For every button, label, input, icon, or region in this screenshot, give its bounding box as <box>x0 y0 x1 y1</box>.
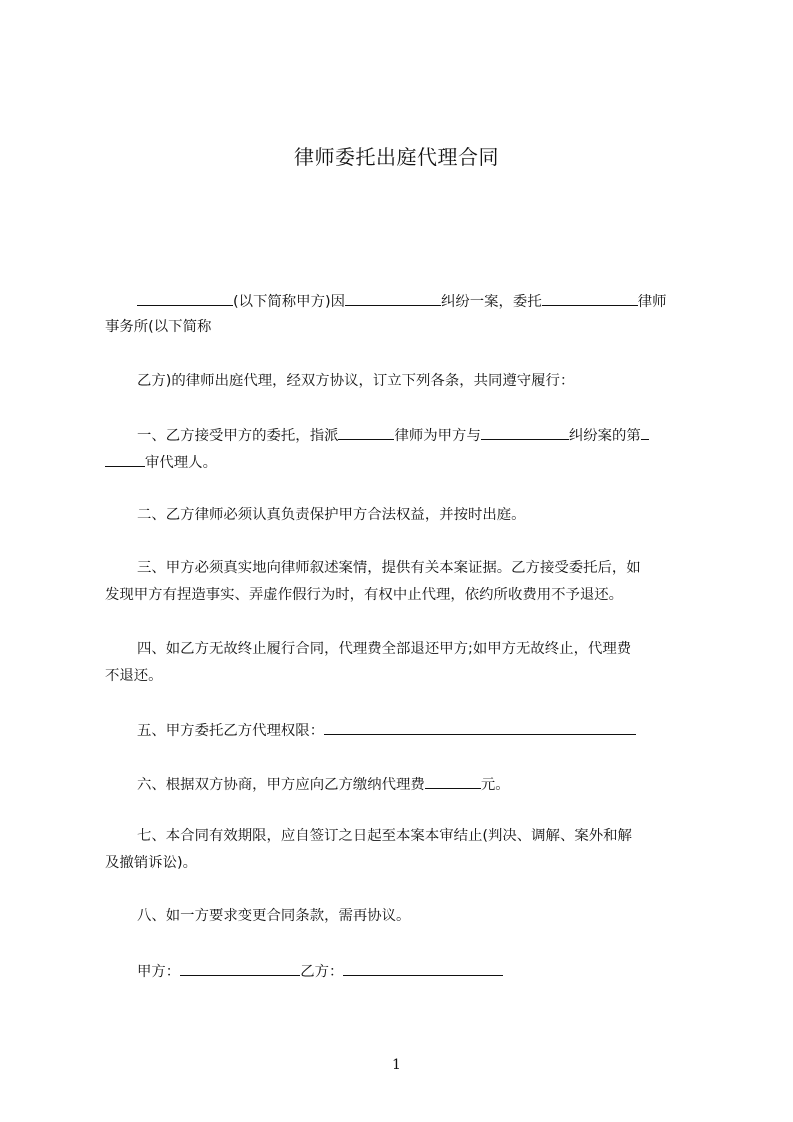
page-number: 1 <box>392 1057 401 1073</box>
clause-6 <box>137 774 737 794</box>
intro-line-3: 乙方)的律师出庭代理，经双方协议，订立下列各条，共同遵守履行： <box>137 373 575 389</box>
clause-5 <box>137 720 737 740</box>
instance-blank-part-2[interactable] <box>105 452 145 467</box>
clause-4-line-1: 四、如乙方无故终止履行合同，代理费全部退还甲方;如甲方无故终止，代理费 <box>137 641 632 657</box>
clause-1-text-1: 一、乙方接受甲方的委托，指派 <box>137 428 339 444</box>
document-title: 律师委托出庭代理合同 <box>294 145 499 169</box>
intro-line-1 <box>105 291 705 311</box>
clause-8: 八、如一方要求变更合同条款，需再协议。 <box>137 908 411 924</box>
law-firm-name-blank[interactable] <box>542 291 638 306</box>
signature-line <box>137 961 737 981</box>
authority-scope-blank[interactable] <box>324 720 636 735</box>
clause-1-text-3: 纠纷案的第 <box>568 428 641 444</box>
clause-3-line-2: 发现甲方有捏造事实、弄虚作假行为时，有权中止代理，依约所收费用不予退还。 <box>105 587 624 603</box>
party-b-signature-blank[interactable] <box>343 961 503 976</box>
clause-3-line-1: 三、甲方必须真实地向律师叙述案情，提供有关本案证据。乙方接受委托后，如 <box>137 560 641 576</box>
lawyer-name-blank[interactable] <box>338 425 394 440</box>
clause-1-line-2 <box>105 452 705 472</box>
clause-1-text-4: 审代理人。 <box>145 455 217 471</box>
intro-text-3: 律师 <box>637 294 667 310</box>
intro-text-1: (以下简称甲方)因 <box>233 294 345 310</box>
clause-5-text: 五、甲方委托乙方代理权限： <box>137 723 325 739</box>
clause-1-text-2: 律师为甲方与 <box>394 428 481 444</box>
clause-6-text-1: 六、根据双方协商，甲方应向乙方缴纳代理费 <box>137 777 425 793</box>
clause-4-line-2: 不退还。 <box>105 668 163 684</box>
agency-fee-blank[interactable] <box>425 774 481 789</box>
instance-blank-part-1[interactable] <box>641 425 649 440</box>
clause-1-line-1 <box>137 425 737 445</box>
clause-7-line-2: 及撤销诉讼)。 <box>105 855 197 871</box>
party-a-name-blank[interactable] <box>137 291 233 306</box>
dispute-type-blank[interactable] <box>345 291 441 306</box>
intro-text-2: 纠纷一案，委托 <box>440 294 542 310</box>
party-a-signature-blank[interactable] <box>180 961 300 976</box>
intro-line-2: 事务所(以下简称 <box>105 319 212 335</box>
clause-7-line-1: 七、本合同有效期限，应自签订之日起至本案本审结止(判决、调解、案外和解 <box>137 828 632 844</box>
party-a-label: 甲方： <box>137 964 181 980</box>
clause-6-text-2: 元。 <box>480 777 510 793</box>
party-b-label: 乙方： <box>300 964 344 980</box>
opponent-name-blank[interactable] <box>481 425 569 440</box>
clause-2: 二、乙方律师必须认真负责保护甲方合法权益，并按时出庭。 <box>137 507 526 523</box>
